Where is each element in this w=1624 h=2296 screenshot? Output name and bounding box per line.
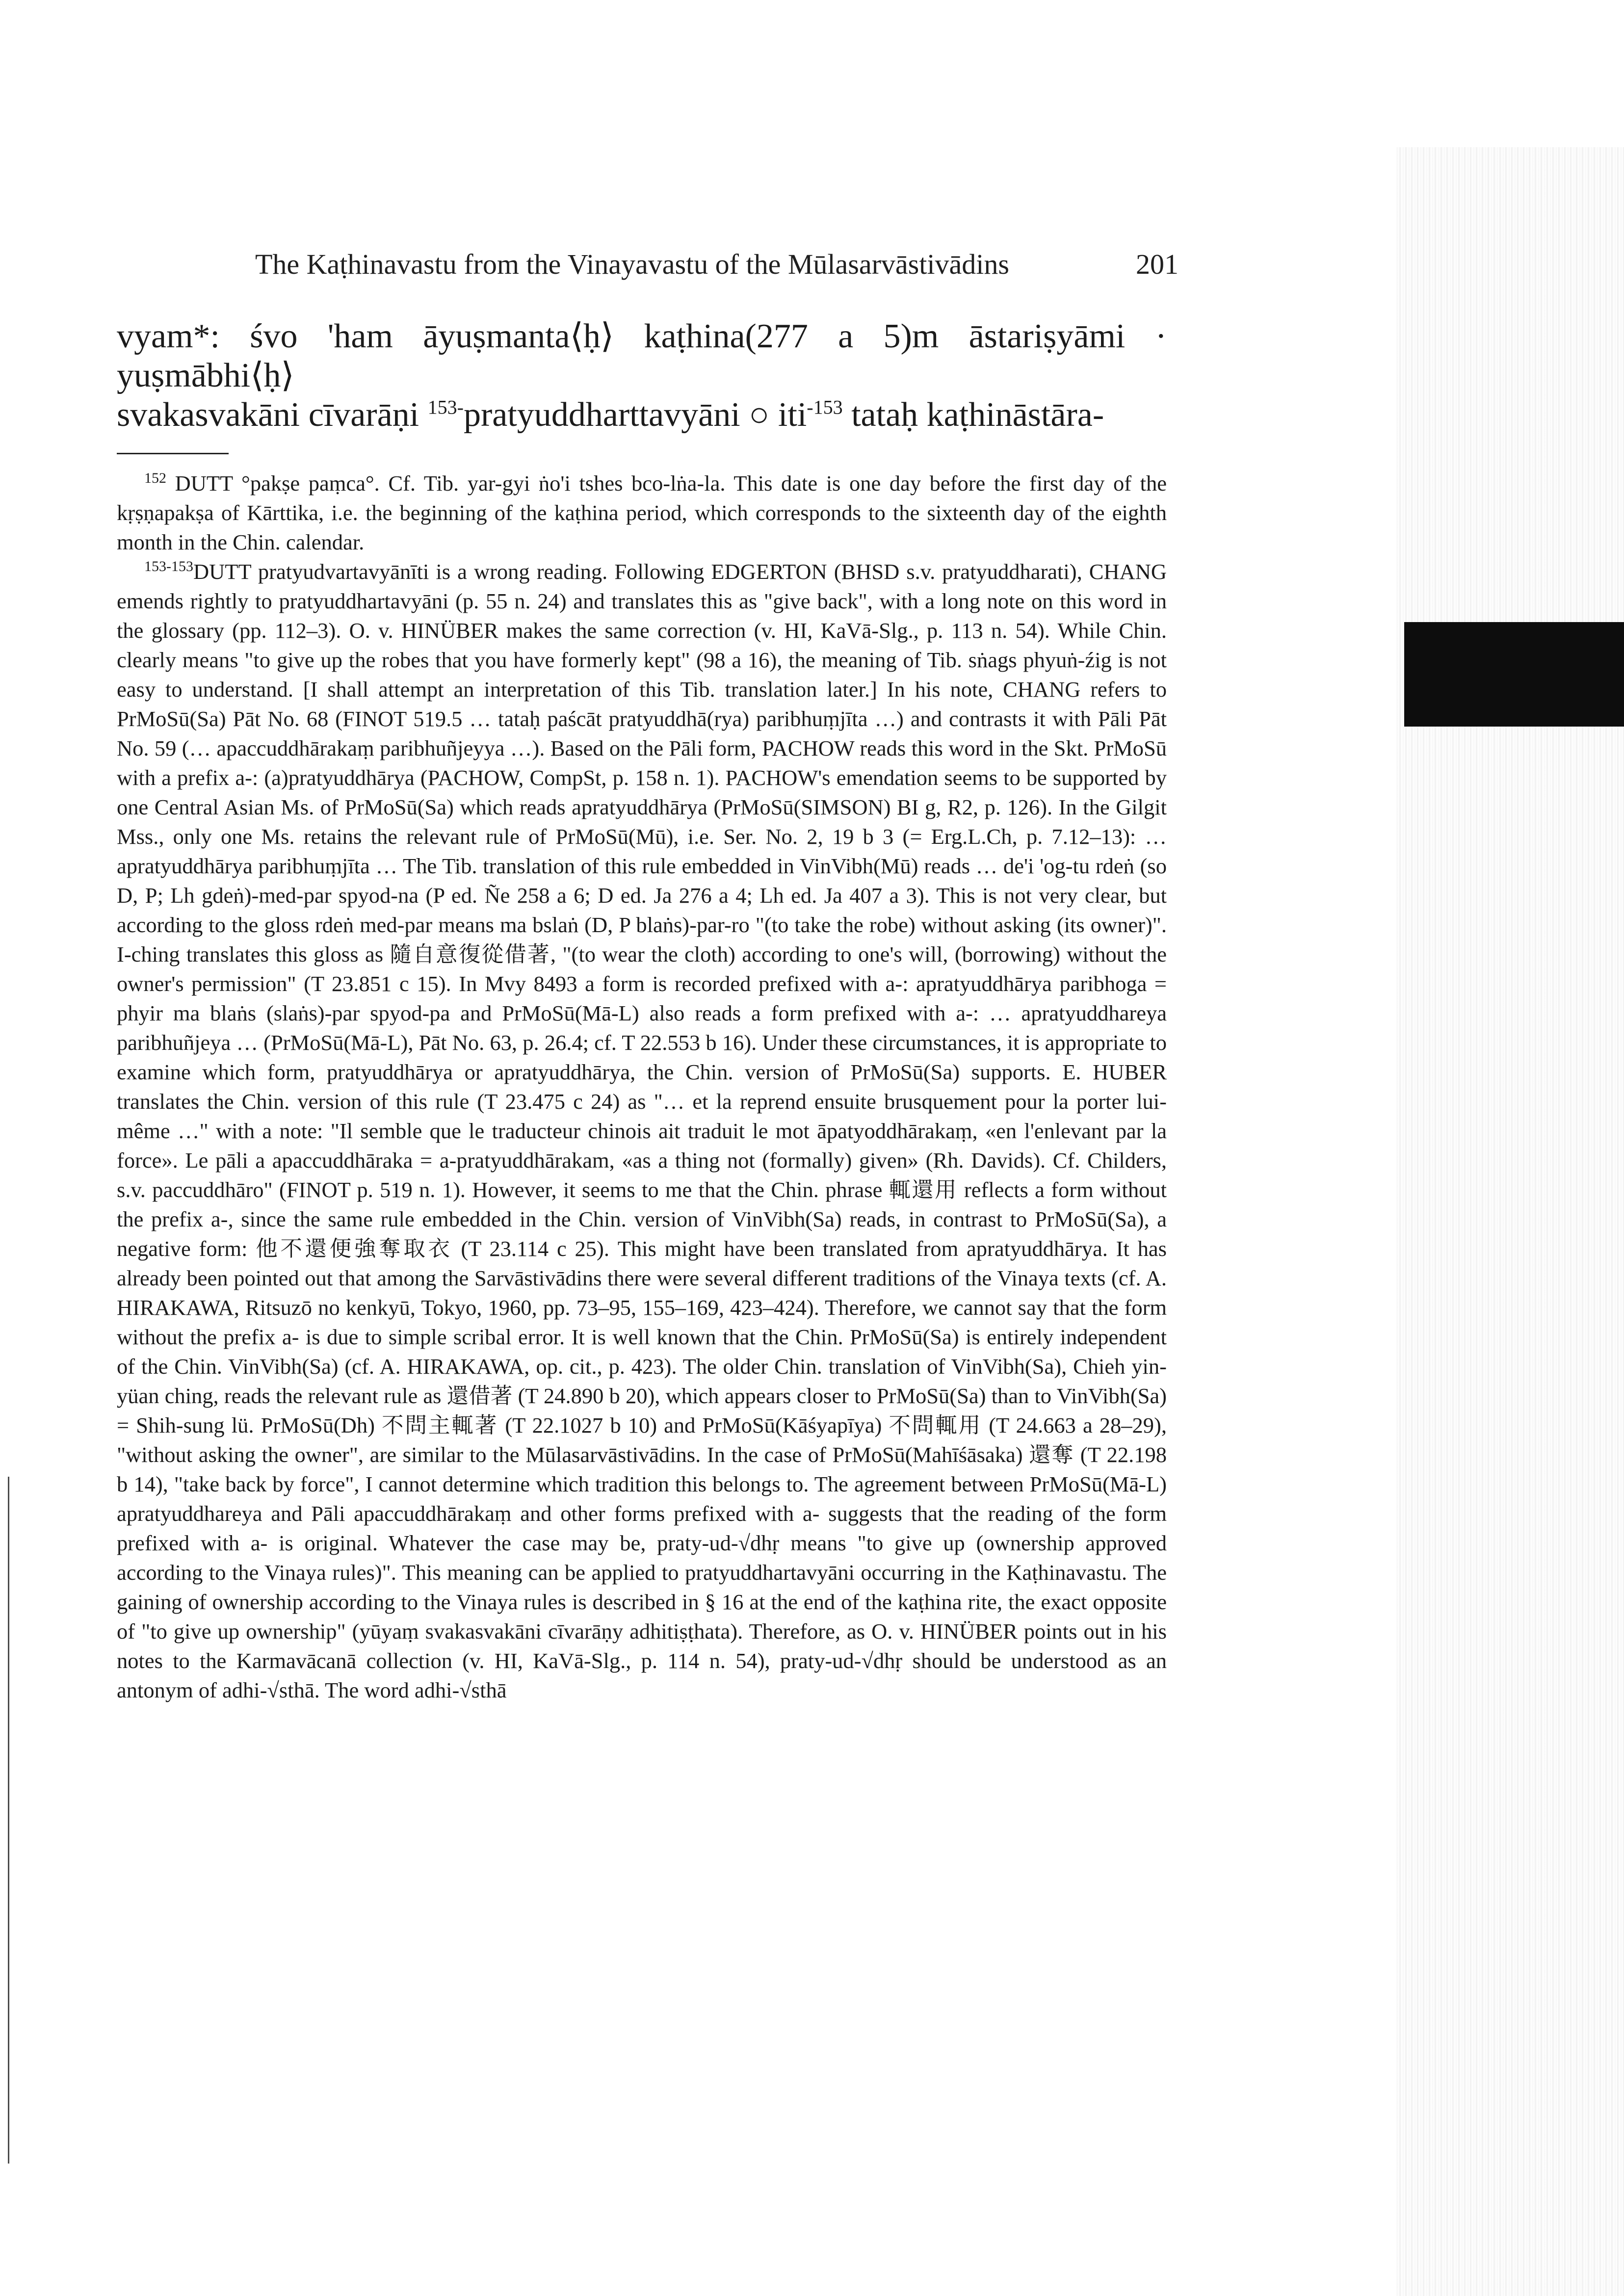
footnote-marker: 153- <box>427 396 464 418</box>
footnote <box>117 469 1167 557</box>
footnote-rule <box>117 453 229 454</box>
footnote-text: DUTT °pakṣe paṃca°. Cf. Tib. yar-gyi ṅo'i tshes bco-lṅa-la. This date is one day before the first day of the kṛṣṇapakṣa of Kārttika, i.e. the beginning of the kaṭhina period, which corresponds to the sixteenth day of the eighth month in the Chin. calendar. <box>117 471 1167 554</box>
footnotes <box>117 469 1167 1705</box>
scan-shadow-edge <box>1396 147 1624 2296</box>
main-text-line: vyam*: śvo 'ham āyuṣmanta⟨ḥ⟩ kaṭhina(277 a 5)m āstariṣyāmi · yuṣmābhi⟨ḥ⟩ <box>117 317 1167 394</box>
footnote-marker: -153 <box>807 396 843 418</box>
footnote-text: DUTT pratyudvartavyānīti is a wrong reading. Following EDGERTON (BHSD s.v. pratyuddharati), CHANG emends rightly to pratyuddhartavyāni (p. 55 n. 24) and translates this as "give back", with a long note on this word in the glossary (pp. 112–3). O. v. HINÜBER makes the same correction (v. HI, KaVā-Slg., p. 113 n. 54). While Chin. clearly means "to give up the robes that you have formerly kept" (98 a 16), the meaning of Tib. sṅags phyuṅ-źig is not easy to understand. [I shall attempt an interpretation of this Tib. translation later.] In his note, CHANG refers to PrMoSū(Sa) Pāt No. 68 (FINOT 519.5 … tataḥ paścāt pratyuddhā(rya) paribhuṃjīta …) and contrasts it with Pāli Pāt No. 59 (… apaccuddhārakaṃ paribhuñjeyya …). Based on the Pāli form, PACHOW reads this word in the Skt. PrMoSū with a prefix a-: (a)pratyuddhārya (PACHOW, CompSt, p. 158 n. 1). PACHOW's emendation seems to be supported by one Central Asian Ms. of PrMoSū(Sa) which reads apratyuddhārya (PrMoSū(SIMSON) BI g, R2, p. 126). In the Gilgit Mss., only one Ms. retains the relevant rule of PrMoSū(Mū), i.e. Ser. No. 2, 19 b 3 (= Erg.L.Ch, p. 7.12–13): … apratyuddhārya paribhuṃjīta … The Tib. translation of this rule embedded in VinVibh(Mū) reads … de'i 'og-tu rdeṅ (so D, P; Lh gdeṅ)-med-par spyod-na (P ed. Ñe 258 a 6; D ed. Ja 276 a 4; Lh ed. Ja 407 a 3). This is not very clear, but according to the gloss rdeṅ med-par means ma bslaṅ (D, P blaṅs)-par-ro "(to take the robe) without asking (its owner)". I-ching translates this gloss as 隨自意復從借著, "(to wear the cloth) according to one's will, (borrowing) without the owner's permission" (T 23.851 c 15). In Mvy 8493 a form is recorded prefixed with a-: apratyuddhārya paribhoga = phyir ma blaṅs (slaṅs)-par spyod-pa and PrMoSū(Mā-L) also reads a form prefixed with a-: … apratyuddhareya paribhuñjeya … (PrMoSū(Mā-L), Pāt No. 63, p. 26.4; cf. T 22.553 b 16). Under these circumstances, it is appropriate to examine which form, pratyuddhārya or apratyuddhārya, the Chin. version of PrMoSū(Sa) supports. E. HUBER translates the Chin. version of this rule (T 23.475 c 24) as "… et la reprend ensuite brusquement pour la porter lui-même …" with a note: "Il semble que le traducteur chinois ait traduit le mot āpatyoddhārakaṃ, «en l'enlevant par la force». Le pāli a apaccuddhāraka = a-pratyuddhārakam, «as a thing not (formally) given» (Rh. Davids). Cf. Childers, s.v. paccuddhāro" (FINOT p. 519 n. 1). However, it seems to me that the Chin. phrase 輒還用 reflects a form without the prefix a-, since the same rule embedded in the Chin. version of VinVibh(Sa) reads, in contrast to PrMoSū(Sa), a negative form: 他不還便強奪取衣 (T 23.114 c 25). This might have been translated from apratyuddhārya. It has already been pointed out that among the Sarvāstivādins there were several different traditions of the Vinaya texts (cf. A. HIRAKAWA, Ritsuzō no kenkyū, Tokyo, 1960, pp. 73–95, 155–169, 423–424). Therefore, we cannot say that the form without the prefix a- is due to simple scribal error. It is well known that the Chin. PrMoSū(Sa) is entirely independent of the Chin. VinVibh(Sa) (cf. A. HIRAKAWA, op. cit., p. 423). The older Chin. translation of VinVibh(Sa), Chieh yin-yüan ching, reads the relevant rule as 還借著 (T 24.890 b 20), which appears closer to PrMoSū(Sa) than to VinVibh(Sa) = Shih-sung lü. PrMoSū(Dh) 不問主輒著 (T 22.1027 b 10) and PrMoSū(Kāśyapīya) 不問輒用 (T 24.663 a 28–29), "without asking the owner", are similar to the Mūlasarvāstivādins. In the case of PrMoSū(Mahīśāsaka) 還奪 (T 22.198 b 14), "take back by force", I cannot determine which tradition this belongs to. The agreement between PrMoSū(Mā-L) apratyuddhareya and Pāli apaccuddhārakaṃ and other forms prefixed with a- suggests that the reading of the form prefixed with a- is original. Whatever the case may be, praty-ud-√dhṛ means "to give up (ownership approved according to the Vinaya rules)". This meaning can be applied to pratyuddhartavyāni occurring in the Kaṭhinavastu. The gaining of ownership according to the Vinaya rules is described in § 16 at the end of the kaṭhina rite, the exact opposite of "to give up ownership" (yūyaṃ svakasvakāni cīvarāṇy adhitiṣṭhata). Therefore, as O. v. HINÜBER points out in his notes to the Karmavācanā collection (v. HI, KaVā-Slg., p. 114 n. 54), praty-ud-√dhṛ should be understood as an antonym of adhi-√sthā. The word adhi-√sthā <box>117 559 1167 1702</box>
main-text-segment: tataḥ kaṭhināstāra- <box>842 396 1104 434</box>
main-text-line <box>117 395 1167 435</box>
main-text-segment: svakasvakāni cīvarāṇi <box>117 396 428 434</box>
footnote-number: 153-153 <box>144 558 193 575</box>
page-number: 201 <box>1136 248 1179 280</box>
redaction-block <box>1404 622 1624 727</box>
footnote-number: 152 <box>144 470 166 487</box>
footnote <box>117 557 1167 1705</box>
running-title: The Kaṭhinavastu from the Vinayavastu of the Mūlasarvāstivādins <box>255 248 1009 280</box>
scan-edge-line <box>8 1477 9 2164</box>
main-text <box>117 317 1167 435</box>
main-text-segment: pratyuddharttavyāni ○ iti <box>463 396 807 434</box>
